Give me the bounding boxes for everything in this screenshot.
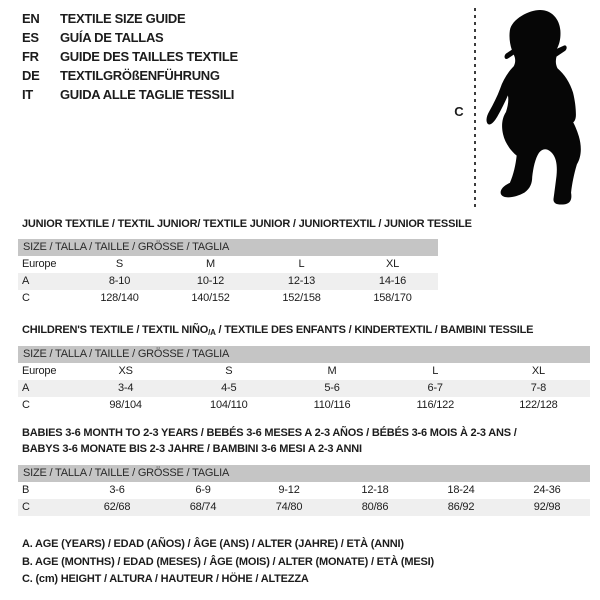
- lang-row-it: [22, 85, 238, 104]
- lang-row-fr: [22, 47, 238, 66]
- lang-title: GUIDE DES TAILLES TEXTILE: [60, 49, 238, 64]
- size-header-bar: SIZE / TALLA / TAILLE / GRÖSSE / TAGLIA: [18, 239, 438, 256]
- note-age-months: B. AGE (MONTHS) / EDAD (MESES) / ÂGE (MOIS) / ALTER (MONATE) / ETÀ (MESI): [22, 555, 434, 568]
- size-header-bar: SIZE / TALLA / TAILLE / GRÖSSE / TAGLIA: [18, 346, 590, 363]
- lang-title: TEXTILE SIZE GUIDE: [60, 11, 186, 26]
- table-row-age: A 8-10 10-12 12-13 14-16: [18, 273, 438, 290]
- lang-code: IT: [22, 87, 33, 102]
- table-row-age: A 3-4 4-5 5-6 6-7 7-8: [18, 380, 590, 397]
- table-row-europe: Europe XS S M L XL: [22, 365, 545, 377]
- lang-title: TEXTILGRÖßENFÜHRUNG: [60, 68, 220, 83]
- table-row-height: C 98/104 104/110 110/116 116/122 122/128: [22, 399, 558, 411]
- table-row-height: C 128/140 140/152 152/158 158/170: [22, 292, 412, 304]
- babies-table-title: BABIES 3-6 MONTH TO 2-3 YEARS / BEBÉS 3-6 MESES A 2-3 AÑOS / BÉBÉS 3-6 MOIS À 2-3 ANS / BABYS 3-6 MONATE BIS 2-3 JAHRE / BAMBINI 3-6 MESI A 2-3 ANNI: [22, 427, 517, 455]
- table-row-height: C 62/68 68/74 74/80 80/86 86/92 92/98: [18, 499, 590, 516]
- height-label-c: C: [454, 104, 464, 119]
- toddler-silhouette: [484, 8, 594, 212]
- table-row-europe: Europe S M L XL: [22, 258, 400, 270]
- lang-code: FR: [22, 49, 39, 64]
- note-height-cm: C. (cm) HEIGHT / ALTURA / HAUTEUR / HÖHE / ALTEZZA: [22, 573, 309, 585]
- table-row-age-months: B 3-6 6-9 9-12 12-18 18-24 24-36: [22, 484, 561, 496]
- height-dashed-line: [474, 8, 476, 211]
- language-title-list: [22, 9, 238, 104]
- children-table-title: CHILDREN'S TEXTILE / TEXTIL $NIÑO_{/A}$ / TEXTILE DES ENFANTS / KINDERTEXTIL / BAMBINI TESSILE: [22, 324, 534, 337]
- lang-row-de: [22, 66, 238, 85]
- lang-row-en: [22, 9, 238, 28]
- lang-code: DE: [22, 68, 40, 83]
- babies-size-table: [18, 465, 590, 516]
- size-header-bar: SIZE / TALLA / TAILLE / GRÖSSE / TAGLIA: [18, 465, 590, 482]
- note-age-years: A. AGE (YEARS) / EDAD (AÑOS) / ÂGE (ANS) / ALTER (JAHRE) / ETÀ (ANNI): [22, 538, 404, 550]
- lang-code: ES: [22, 30, 39, 45]
- junior-table-title: JUNIOR TEXTILE / TEXTIL JUNIOR/ TEXTILE JUNIOR / JUNIORTEXTIL / JUNIOR TESSILE: [22, 218, 472, 230]
- lang-title: GUIDA ALLE TAGLIE TESSILI: [60, 87, 235, 102]
- children-size-table: [18, 346, 590, 414]
- lang-title: GUÍA DE TALLAS: [60, 30, 164, 45]
- legend-notes: [22, 536, 434, 589]
- junior-size-table: [18, 239, 438, 307]
- lang-row-es: [22, 28, 238, 47]
- lang-code: EN: [22, 11, 40, 26]
